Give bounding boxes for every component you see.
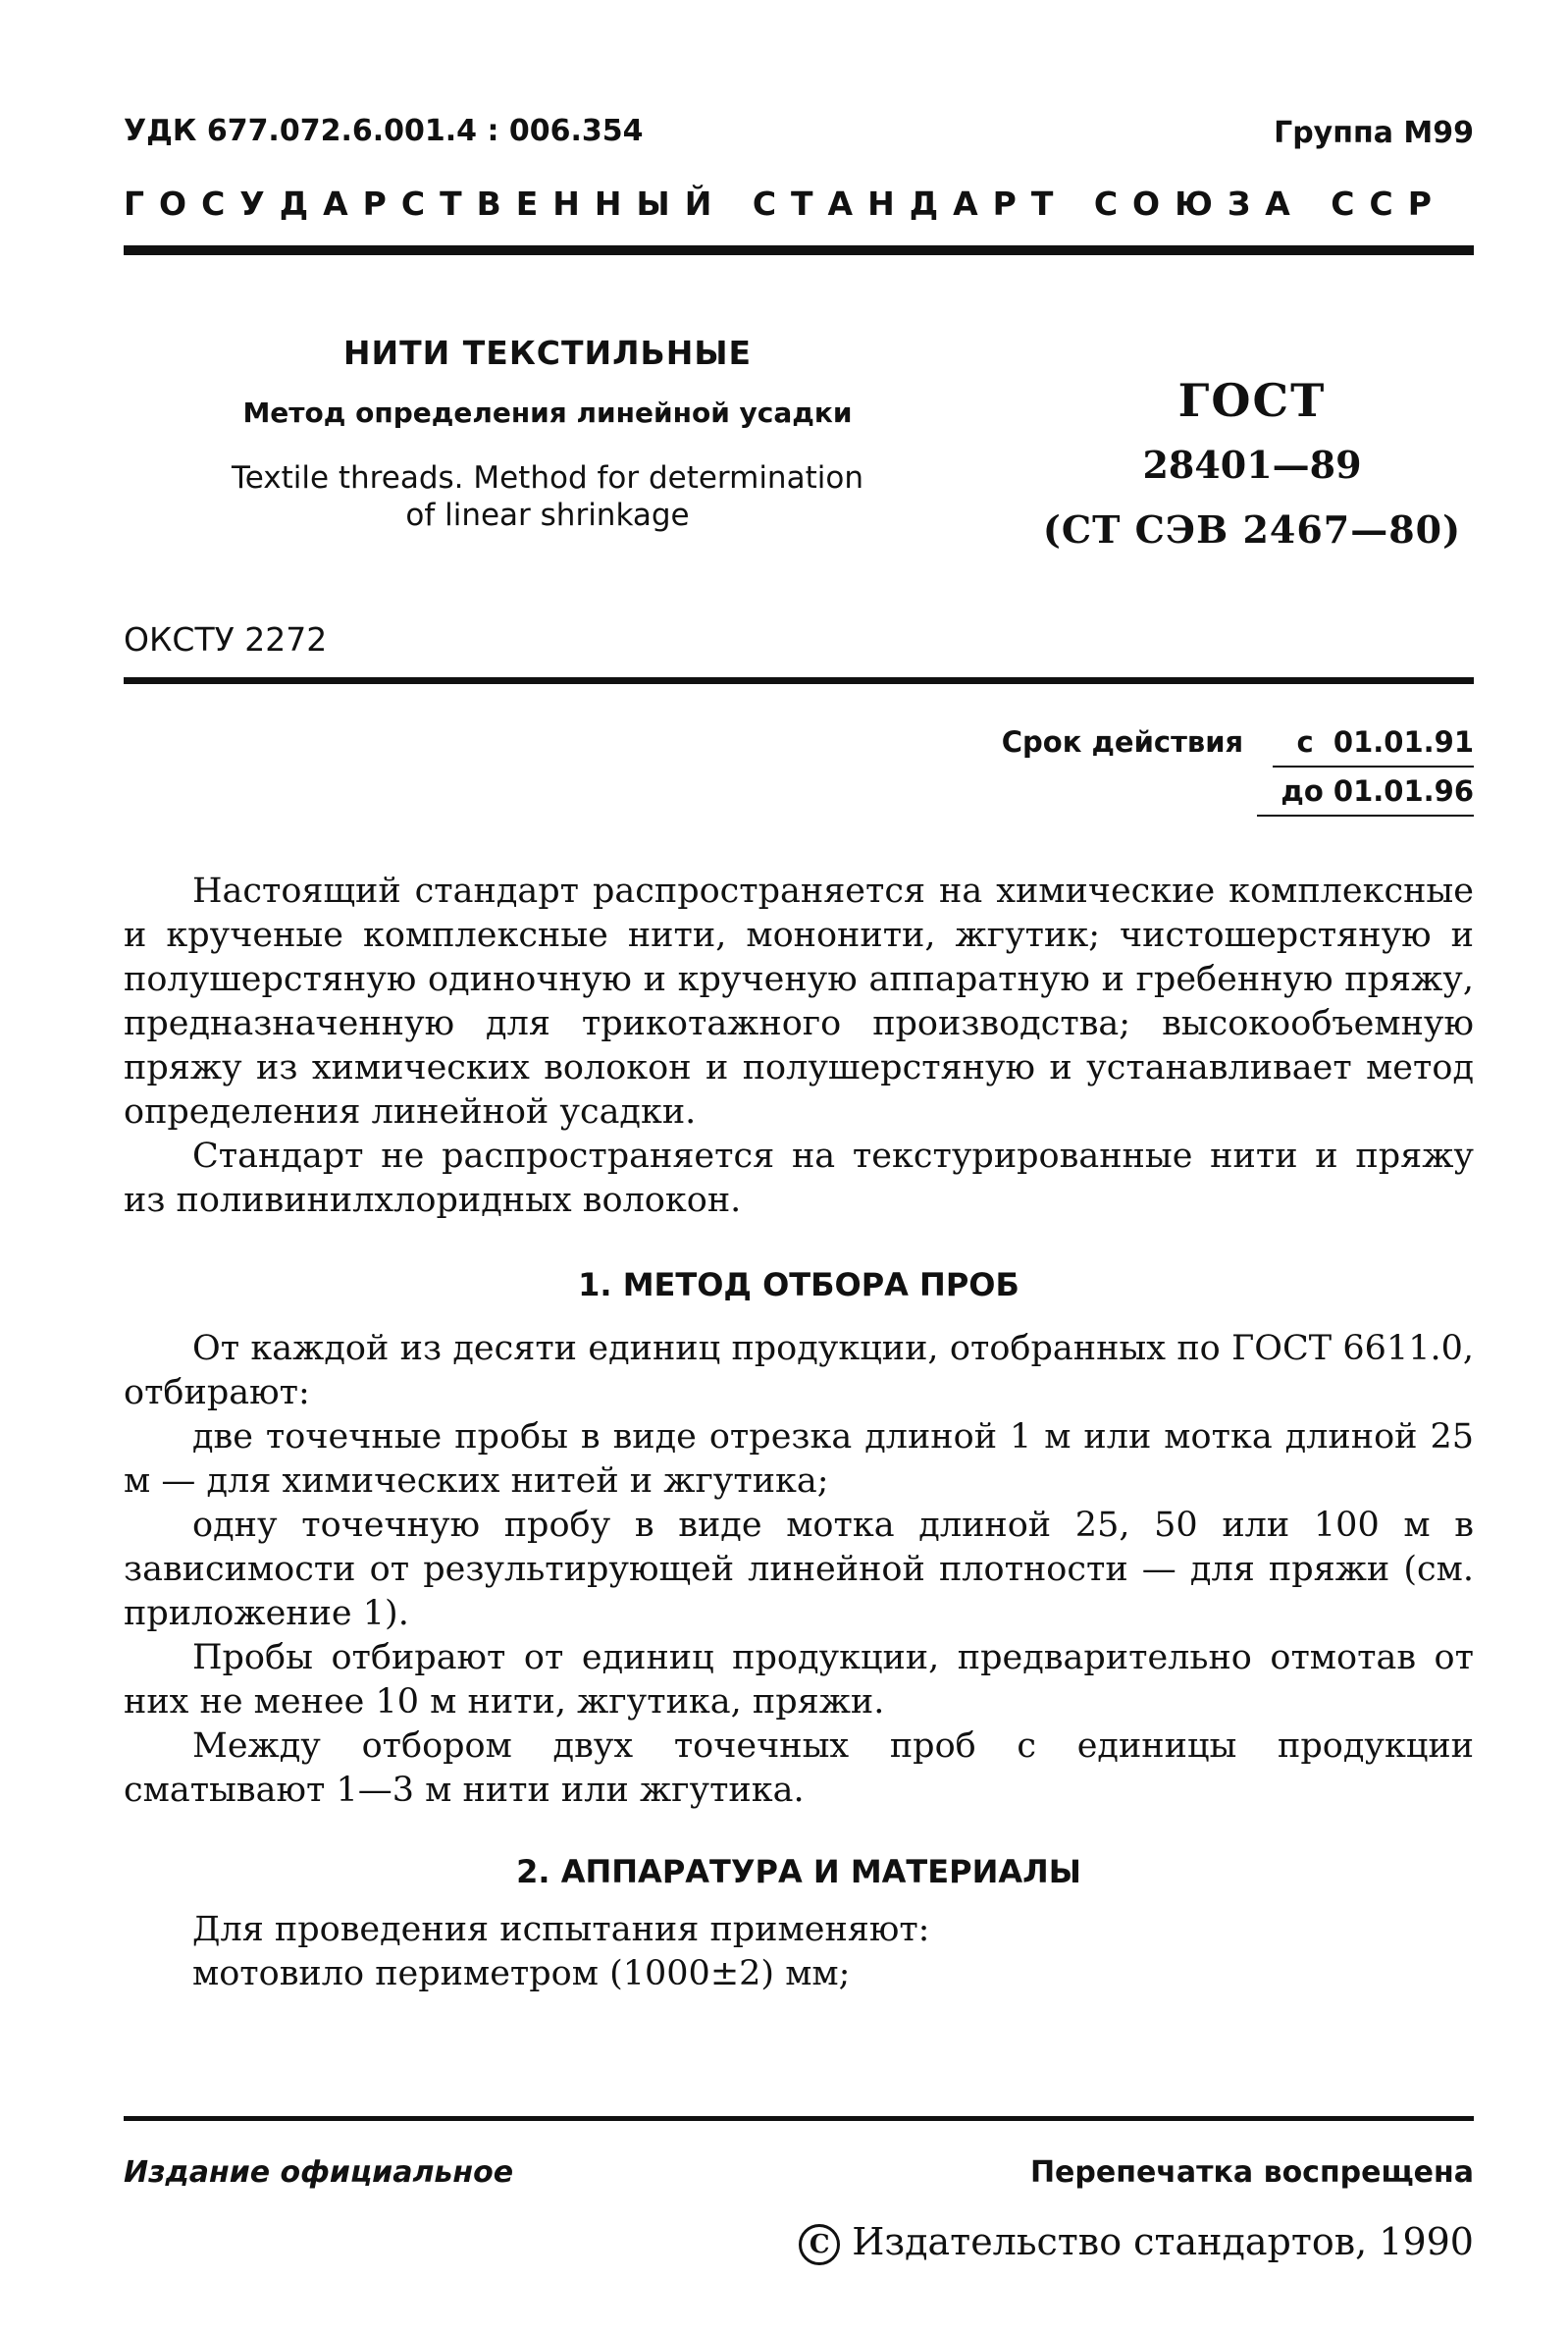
copyright-icon: C [799,2224,840,2265]
group-code: Группа М99 [1274,116,1474,150]
validity-to-prefix: до [1281,774,1324,808]
gost-number: 28401—89 [1142,443,1362,487]
document-subtitle: Метод определения линейной усадки [242,397,853,429]
cmea-standard: (СТ СЭВ 2467—80) [1042,507,1462,552]
validity-label: Срок действия [1001,725,1244,759]
english-title-line-2: of linear shrinkage [405,498,690,533]
english-title-line-1: Textile threads. Method for determination [232,460,863,496]
header-rule [124,245,1474,255]
gost-label: ГОСТ [1177,374,1327,427]
copyright-line [799,2220,1474,2265]
section-1-paragraph: Пробы отбирают от единиц продукции, предварительно отмотав от них не менее 10 м нити, жгутика, пряжи. [124,1638,1474,1722]
udk-code: УДК 677.072.6.001.4 : 006.354 [124,114,644,148]
gost-block [1030,373,1474,557]
validity-from-row [1002,718,1474,768]
footer-rule [124,2116,1474,2121]
validity-from-prefix: с [1296,725,1314,759]
section-1-paragraph: От каждой из десяти единиц продукции, отобранных по ГОСТ 6611.0, отбирают: [124,1329,1474,1412]
section-1-paragraph: Между отбором двух точечных проб с единицы продукции сматывают 1—3 м нити или жгутика. [124,1726,1474,1810]
validity-period [1002,718,1474,817]
validity-from: 01.01.91 [1333,725,1474,759]
section-1-paragraph: две точечные пробы в виде отрезка длиной 1 м или мотка длиной 25 м — для химических нитей и жгутика; [124,1417,1474,1501]
english-title [124,459,971,534]
copyright-text: Издательство стандартов, 1990 [852,2220,1474,2263]
section-2-paragraph: мотовило периметром (1000±2) мм; [192,1954,851,1993]
okstu-rule [124,677,1474,684]
okstu-code: ОКСТУ 2272 [124,620,328,659]
section-2-text [124,1908,1474,1996]
section-1-text [124,1327,1474,1813]
intro-paragraph: Стандарт не распространяется на текстурированные нити и пряжу из поливинилхлоридных волокон. [124,1137,1474,1220]
validity-to-row [1002,768,1474,817]
reprint-notice: Перепечатка воспрещена [1029,2155,1474,2190]
intro-text [124,870,1474,1223]
section-2-heading: 2. АППАРАТУРА И МАТЕРИАЛЫ [516,1853,1081,1890]
intro-paragraph: Настоящий стандарт распространяется на химические комплексные и крученые комплексные нити, мононити, жгутик; чистошерстяную и полушерстяную одиночную и крученую аппаратную и гребенную пряжу, предназначенную для трикотажного производства; высокообъемную пряжу из химических волокон и полушерстяную и устанавливает метод определения линейной усадки. [124,872,1474,1132]
validity-to-date [1257,768,1474,817]
validity-from-date [1273,718,1474,768]
union-standard-banner: ГОСУДАРСТВЕННЫЙ СТАНДАРТ СОЮЗА ССР [124,185,1446,223]
section-2-paragraph: Для проведения испытания применяют: [192,1910,930,1949]
section-1-heading: 1. МЕТОД ОТБОРА ПРОБ [578,1266,1019,1303]
section-1-paragraph: одну точечную пробу в виде мотка длиной 25, 50 или 100 м в зависимости от результирующей линейной плотности — для пряжи (см. приложение 1). [124,1506,1474,1633]
official-edition: Издание официальное [124,2155,514,2190]
document-title: НИТИ ТЕКСТИЛЬНЫЕ [342,334,753,372]
validity-to: 01.01.96 [1333,774,1474,808]
